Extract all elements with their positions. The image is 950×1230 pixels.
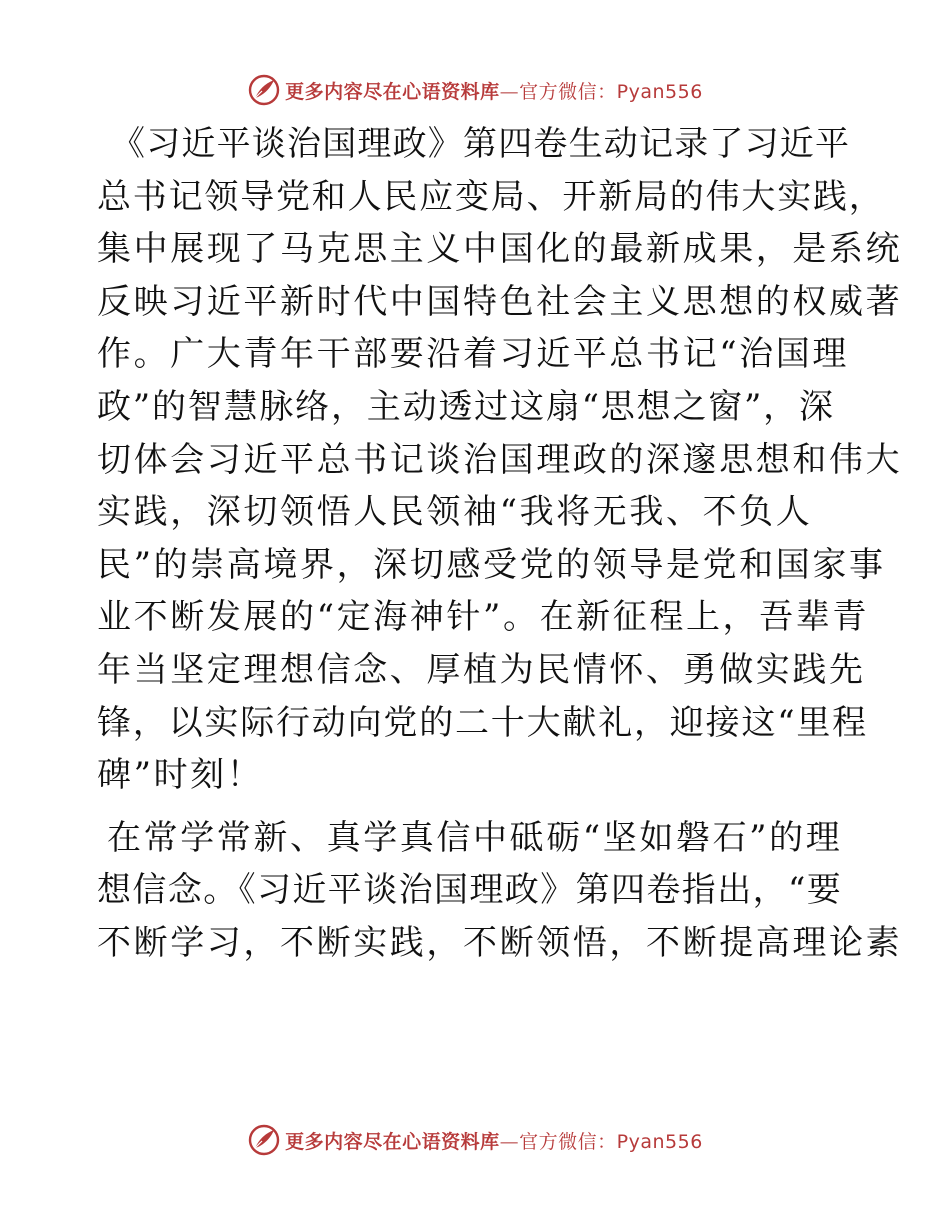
watermark-header: [0, 70, 950, 110]
text-line: 碑”时刻！: [97, 755, 264, 796]
paragraph-gap: [97, 802, 857, 812]
text-line: 集中展现了马克思主义中国化的最新成果，是系统: [97, 229, 903, 270]
text-line: 业不断发展的“定海神针”。在新征程上，吾辈青: [97, 597, 869, 638]
watermark-contact: 官方微信：Pyan556: [519, 1130, 703, 1153]
text-line: 政”的智慧脉络，主动透过这扇“思想之窗”，深: [97, 386, 835, 427]
document-body: [97, 118, 903, 970]
text-line: 实践，深切领悟人民领袖“我将无我、不负人: [97, 492, 813, 533]
text-line: 锋，以实际行动向党的二十大献礼，迎接这“里程: [97, 702, 868, 743]
text-line: 在常学常新、真学真信中砥砺“坚如磐石”的理: [107, 817, 843, 858]
quill-logo-icon: [247, 1123, 281, 1157]
watermark-separator: —: [499, 1130, 520, 1153]
watermark-site: 更多内容尽在心语资料库: [285, 1130, 500, 1153]
watermark-text: [285, 1127, 703, 1154]
text-line: 不断学习，不断实践，不断领悟，不断提高理论素: [97, 922, 903, 963]
watermark-separator: —: [499, 80, 520, 103]
quill-logo-icon: [247, 73, 281, 107]
paragraph-1: [97, 118, 903, 802]
text-line: 反映习近平新时代中国特色社会主义思想的权威著: [97, 281, 903, 322]
paragraph-2: [97, 812, 903, 970]
text-line: 作。广大青年干部要沿着习近平总书记“治国理: [97, 334, 849, 375]
watermark-text: [285, 77, 703, 104]
watermark-site: 更多内容尽在心语资料库: [285, 80, 500, 103]
watermark-footer: [0, 1120, 950, 1160]
text-line: 总书记领导党和人民应变局、开新局的伟大实践，: [97, 176, 885, 217]
text-line: 民”的崇高境界，深切感受党的领导是党和国家事: [97, 544, 886, 585]
text-line: 《习近平谈治国理政》第四卷生动记录了习近平: [111, 124, 851, 164]
text-line: 年当坚定理想信念、厚植为民情怀、勇做实践先: [97, 649, 866, 690]
watermark-contact: 官方微信：Pyan556: [519, 80, 703, 103]
text-line: 想信念。《习近平谈治国理政》第四卷指出，“要: [97, 870, 843, 911]
text-line: 切体会习近平总书记谈治国理政的深邃思想和伟大: [97, 439, 903, 480]
